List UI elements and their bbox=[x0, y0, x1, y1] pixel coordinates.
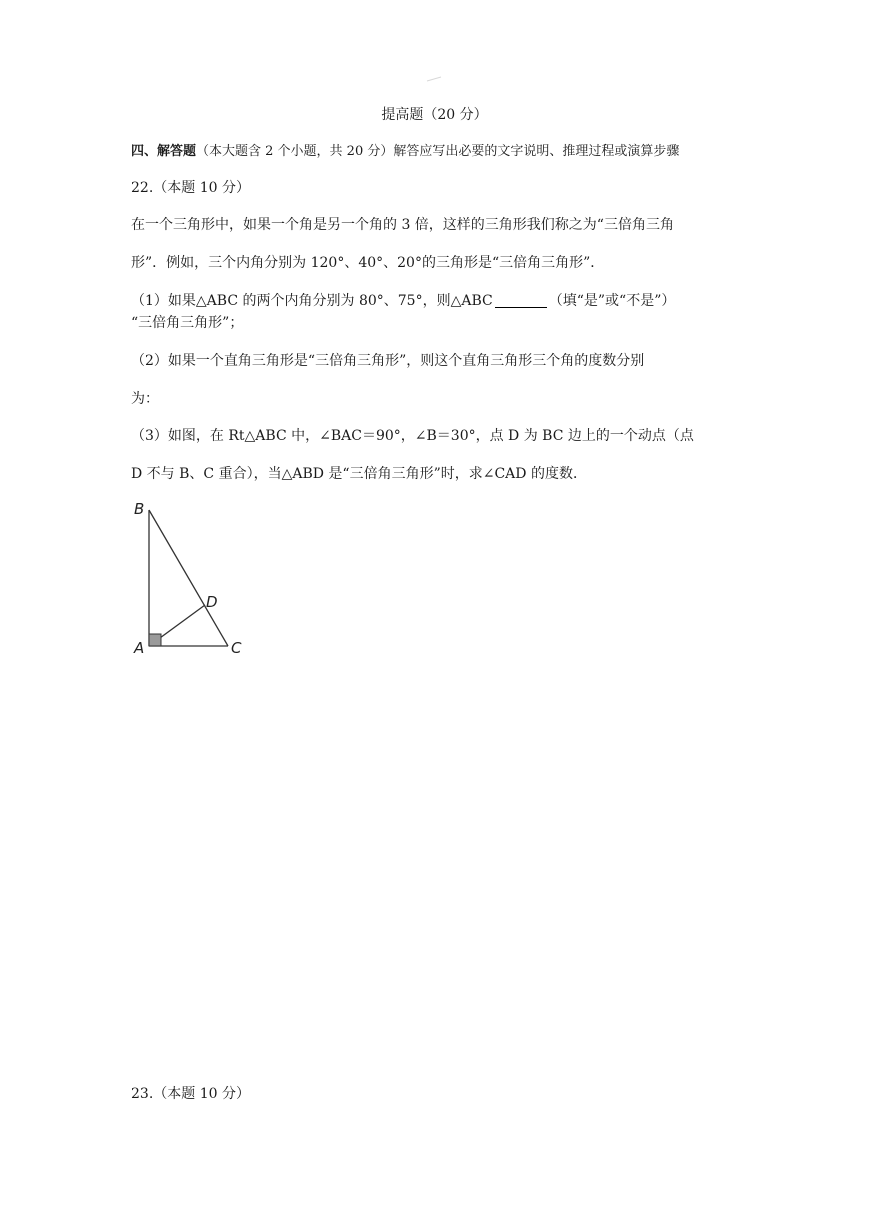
label-d: D bbox=[206, 593, 218, 611]
part-heading: 四、解答题 bbox=[131, 144, 197, 159]
q22-part1-before: （1）如果△ABC 的两个内角分别为 80°、75°，则△ABC bbox=[131, 293, 493, 309]
part-heading-line bbox=[131, 143, 679, 161]
q22-intro-line2: 形”．例如，三个内角分别为 120°、40°、20°的三角形是“三倍角三角形”． bbox=[131, 255, 605, 271]
triangle-figure bbox=[128, 495, 258, 665]
triangle-diagram bbox=[128, 495, 258, 665]
scan-mark bbox=[426, 76, 442, 82]
q22-part1-after: （填“是”或“不是”） bbox=[548, 293, 676, 309]
q22-part3-line1: （3）如图，在 Rt△ABC 中，∠BAC＝90°，∠B＝30°，点 D 为 BC 边上的一个动点（点 bbox=[131, 428, 694, 444]
label-a: A bbox=[134, 639, 145, 657]
q22-part1-line2: “三倍角三角形”； bbox=[131, 315, 244, 331]
q22-intro-line1: 在一个三角形中，如果一个角是另一个角的 3 倍，这样的三角形我们称之为“三倍角三角 bbox=[131, 217, 674, 233]
side-bc bbox=[149, 510, 228, 646]
answer-blank[interactable] bbox=[495, 293, 547, 308]
q22-part2-line2: 为： bbox=[131, 391, 159, 407]
q22-number: 22.（本题 10 分） bbox=[131, 180, 250, 196]
section-title: 提高题（20 分） bbox=[381, 107, 488, 123]
right-angle-mark bbox=[149, 634, 161, 646]
label-b: B bbox=[134, 500, 145, 518]
q22-part3-line2: D 不与 B、C 重合），当△ABD 是“三倍角三角形”时，求∠CAD 的度数． bbox=[131, 466, 587, 482]
q22-part1-line1 bbox=[131, 292, 675, 310]
part-instructions: （本大题含 2 个小题，共 20 分）解答应写出必要的文字说明、推理过程或演算步骤 bbox=[196, 144, 680, 159]
q22-part2-line1: （2）如果一个直角三角形是“三倍角三角形”，则这个直角三角形三个角的度数分别 bbox=[131, 353, 645, 369]
label-c: C bbox=[231, 639, 242, 657]
q23-number: 23.（本题 10 分） bbox=[131, 1086, 250, 1102]
